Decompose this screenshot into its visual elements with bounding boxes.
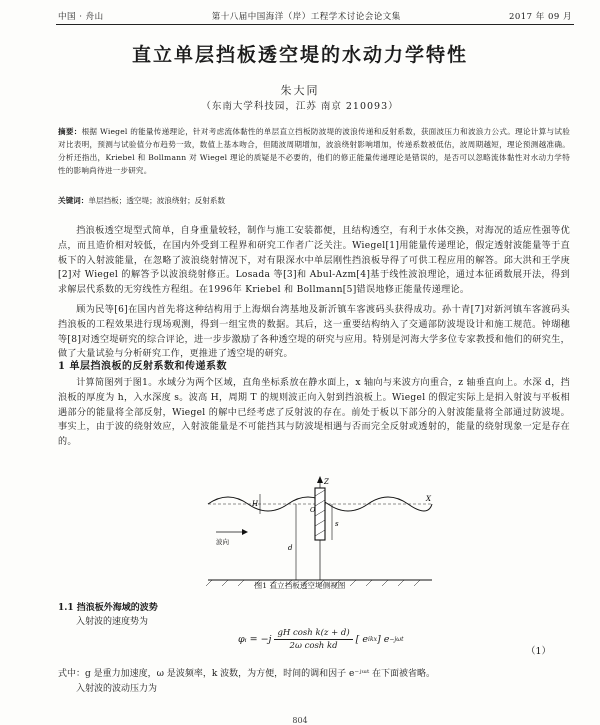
author-affiliation: （东南大学科技园，江苏 南京 210093） — [201, 101, 399, 112]
page-number: 804 — [292, 716, 308, 725]
equation-exponent-2: −jωt — [389, 636, 404, 643]
pressure-intro: 入射波的波动压力为 — [76, 684, 158, 694]
subsection-heading: 1.1 挡浪板外海域的波势 — [58, 603, 158, 613]
keywords-text: 单层挡板；透空堤；波浪绕射；反射系数 — [88, 196, 226, 205]
wave-direction-arrowhead — [242, 529, 248, 535]
subsection-intro: 入射波的速度势为 — [76, 617, 149, 627]
section-heading: 1 单层挡浪板的反射系数和传递系数 — [58, 361, 227, 372]
z-axis-arrow — [317, 476, 323, 483]
keywords-label: 关键词： — [58, 196, 89, 205]
equation-definition: 式中：g 是重力加速度，ω 是波频率，k 波数，为方便，时间的调和因子 e⁻ʲᵚᵗ 在下面被省略。 — [58, 669, 436, 679]
equation-lhs: φᵢ = −j — [238, 634, 272, 645]
keywords — [58, 195, 570, 206]
figure-breakwater-diagram — [200, 476, 440, 588]
label-wave-direction: 波向 — [216, 538, 229, 546]
paragraph-section-1: 计算简图列于图1。水域分为两个区域，直角坐标系放在静水面上，x 轴向与来波方向重合，z 轴垂直向上。水深 d，挡浪板的厚度为 h，入水深度 s。波高 H，周期 T 的规则波正向入射到挡浪板上。Wiegel 的假定实际上是捐入射波与平板相遇部分的能量将全部反射，Wiegel 的解中已经考虑了反射波的存在。前处于板以下部分的入射波能量将全部通过防波堤。事实上，由于波的绕射效应，入射波能量是不可能挡其与防波堤相遇与否而完全反射或透射的，能量的绕射现象一定是存在的。 — [58, 378, 570, 448]
label-z: Z — [324, 478, 329, 486]
label-o: O — [310, 506, 316, 514]
label-depth: d — [288, 544, 293, 552]
equation-exponent-1: ikx — [368, 636, 377, 643]
equation-denominator: 2ω cosh kd — [289, 641, 338, 651]
header-rule — [56, 24, 574, 25]
label-wave-height: H — [252, 500, 259, 508]
equation-number: （1） — [526, 646, 552, 657]
equation-1 — [238, 628, 404, 651]
paragraph-intro-1: 挡浪板透空堤型式简单，自身重量较轻，制作与施工安装都便，且结构透空，有利于水体交换，对海况的适应性强等优点，而且造价相对较低，在国内外受到工程界和研究工作者广泛关注。Wiegel[1]用能量传递理论，假定透射波能量等于直板下的入射波能量，在忽略了波浪绕射情况下，对有限深水中单层刚性挡浪板导得了可供工程应用的解答。邱大洪和王学庚[2]对 Wiegel 的解答予以波浪绕射修正。Losada 等[3]和 Abul-Azm[4]基于线性波浪理论，通过本征函数展开法，得到求解层代系数的无穷线性方程组。在1996年 Kriebel 和 Bollmann[5]错误地修正能量传递理论。 — [58, 226, 570, 296]
header-date: 2017 年 09 月 — [508, 12, 572, 22]
running-header — [58, 8, 572, 24]
abstract-text: 根据 Wiegel 的能量传递理论，针对考虑流体黏性的单层直立挡板防波堤的波浪传递和反射系数，获面波压力和波浪力公式。理论计算与试验对比表明，预测与试验值分布趋势一致，数值上基本吻合，但随波周期增加，波浪绕射影响增加，传递系数被低估，波周期越短，理论预测越准确。分析还指出，Kriebel 和 Bollmann 对 Wiegel 理论的质疑是不必要的，他们的修正能量传递理论是错误的，是否可以忽略流体黏性对水动力学特性的影响尚待进一步研究。 — [58, 127, 570, 175]
header-location: 中国 · 舟山 — [58, 12, 104, 22]
label-draft: s — [335, 520, 339, 528]
header-proceedings: 第十八届中国海洋（岸）工程学术讨论会论文集 — [211, 12, 401, 22]
equation-time-factor: ] e — [376, 634, 390, 645]
figure-caption: 图1 直立挡板透空堤侧视图 — [254, 581, 346, 590]
abstract-label: 摘要： — [58, 127, 82, 136]
author-name: 朱大同 — [280, 84, 320, 97]
equation-fraction — [274, 628, 352, 651]
abstract — [58, 125, 570, 177]
paragraph-intro-2: 顾为民等[6]在国内首先将这种结构用于上海烟台湾基地及新沂镇车客渡码头获得成功。孙十青[7]对新河镇车客渡码头挡浪板的工程效果进行现场观测，得到一组宝贵的数据。其后，这一重要结构纳入了交通部防波堤设计和施工规范。钟瑚穗等[8]对透空堤研究的综合评论，进一步步激励了各种透空堤的研究与应用。特别是河海大学多位专家教授和他们的研究生，做了大量试验与分析研究工作，更推进了透空堤的研究。 — [58, 305, 570, 360]
vertical-barrier — [315, 488, 325, 540]
equation-numerator: gH cosh k(z + d) — [274, 628, 352, 640]
equation-bracket: [ e — [355, 634, 369, 645]
paper-title: 直立单层挡板透空堤的水动力学特性 — [131, 44, 468, 66]
label-x: X — [426, 495, 431, 503]
